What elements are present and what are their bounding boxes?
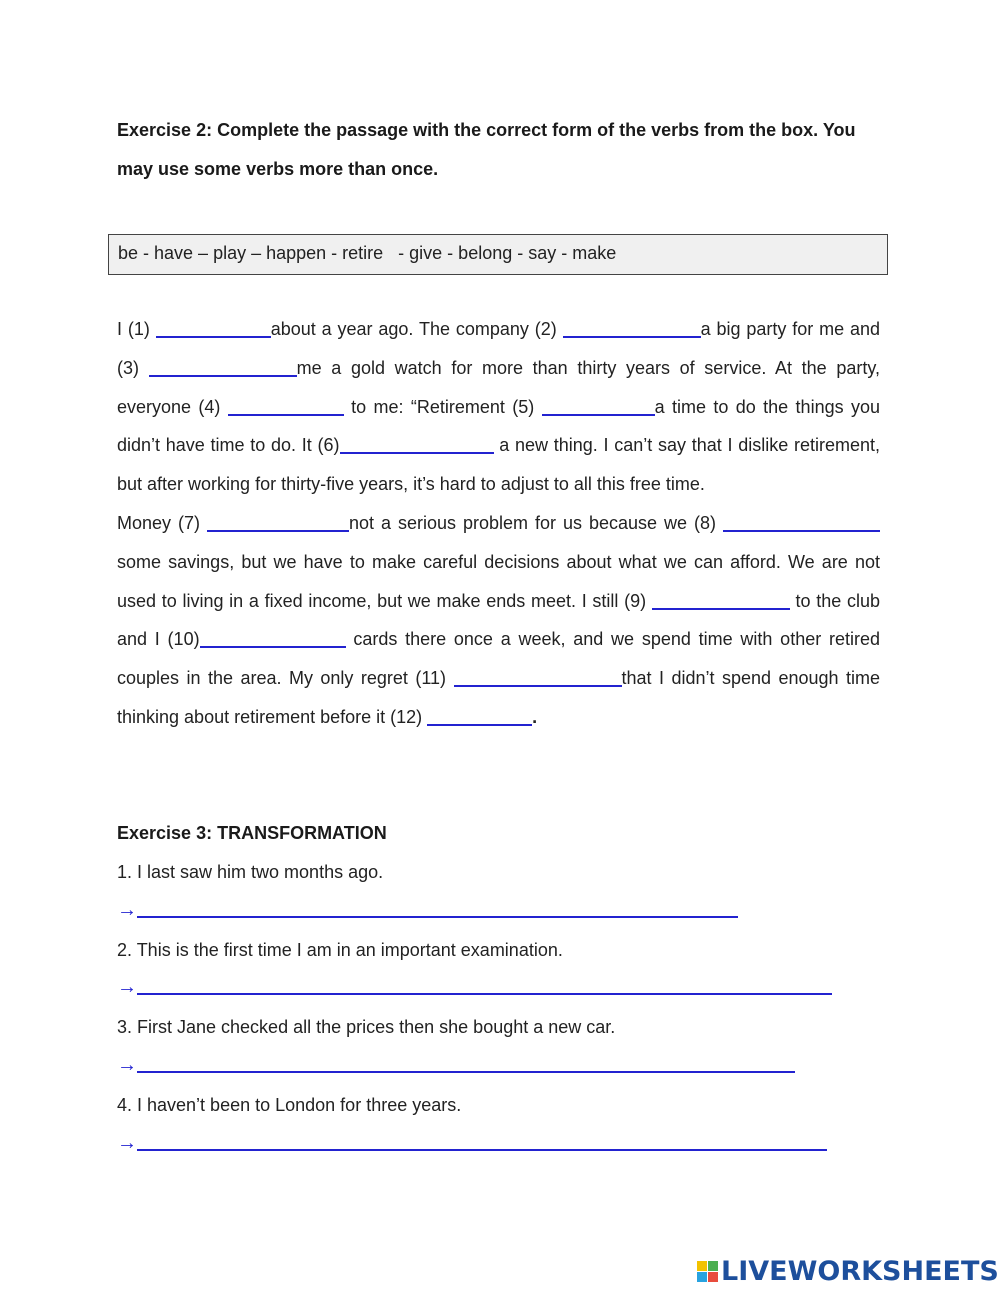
passage-text: a big party for me and (3) — [117, 319, 880, 378]
arrow-right-icon: → — [117, 899, 137, 921]
answer-underline[interactable] — [137, 1149, 827, 1151]
exercise-3-title: Exercise 3: TRANSFORMATION — [117, 823, 387, 843]
blank-4[interactable] — [228, 396, 344, 416]
exercise-2-title: Exercise 2: Complete the passage with the correct form of the verbs from the box. You may use some verbs more than once. — [117, 120, 856, 179]
blank-9[interactable] — [652, 590, 790, 610]
transformation-item-1: 1. I last saw him two months ago. — [117, 862, 384, 882]
blank-10[interactable] — [200, 628, 346, 648]
blank-1[interactable] — [156, 318, 271, 338]
passage-text: that I didn’t spend enough time thinking about retirement before it (12) — [117, 668, 880, 727]
passage-text: to the club and I (10) — [117, 590, 881, 650]
passage-text: cards there once a week, and we spend time with other retired couples in the area. My only regret (11) — [117, 629, 880, 689]
blank-6[interactable] — [340, 434, 494, 454]
blank-2[interactable] — [563, 318, 701, 338]
blank-11[interactable] — [454, 667, 622, 687]
logo-block — [697, 1272, 707, 1282]
blank-5[interactable] — [542, 396, 655, 416]
passage-text: a time to do the things you didn’t have time to do. It (6) — [117, 396, 880, 456]
passage-text: Money (7) — [117, 512, 207, 533]
passage-text: about a year ago. The company (2) — [270, 319, 563, 339]
transformation-item-3: 3. First Jane checked all the prices then she bought a new car. — [117, 1017, 616, 1037]
passage — [117, 310, 880, 737]
passage-text: not a serious problem for us because we (8) — [349, 512, 723, 533]
transformation-item-2: 2. This is the first time I am in an important examination. — [117, 940, 563, 960]
passage-text: a new thing. I can’t say that I dislike retirement, but after working for thirty-five years, it’s hard to adjust to all this free time. — [117, 435, 880, 495]
answer-underline[interactable] — [137, 916, 738, 918]
transformation-item-4: 4. I haven’t been to London for three years. — [117, 1095, 462, 1115]
answer-underline[interactable] — [137, 1071, 795, 1073]
logo-block — [697, 1261, 707, 1271]
blank-8[interactable] — [723, 512, 880, 532]
passage-text: some savings, but we have to make careful decisions about what we can afford. We are not used to living in a fixed income, but we make ends meet. I still (9) — [117, 551, 880, 611]
passage-paragraph-2 — [117, 504, 880, 737]
arrow-right-icon: → — [117, 976, 137, 998]
passage-text: to me: “Retirement (5) — [343, 396, 542, 417]
liveworksheets-logo — [697, 1256, 999, 1286]
passage-text: I (1) — [117, 319, 156, 339]
passage-text: . — [532, 706, 538, 727]
answer-underline[interactable] — [137, 993, 832, 995]
blank-3[interactable] — [149, 357, 297, 377]
verb-box: be - have – play – happen - retire - give - belong - say - make — [108, 234, 888, 275]
arrow-right-icon: → — [117, 1132, 137, 1154]
logo-text: LIVEWORKSHEETS — [721, 1255, 999, 1287]
logo-blocks-icon — [697, 1261, 718, 1282]
passage-text: me a gold watch for more than thirty years of service. At the party, everyone (4) — [117, 357, 880, 417]
passage-paragraph-1 — [117, 310, 880, 504]
logo-block — [708, 1272, 718, 1282]
blank-12[interactable] — [427, 706, 532, 726]
arrow-right-icon: → — [117, 1054, 137, 1076]
blank-7[interactable] — [207, 512, 349, 532]
logo-block — [708, 1261, 718, 1271]
